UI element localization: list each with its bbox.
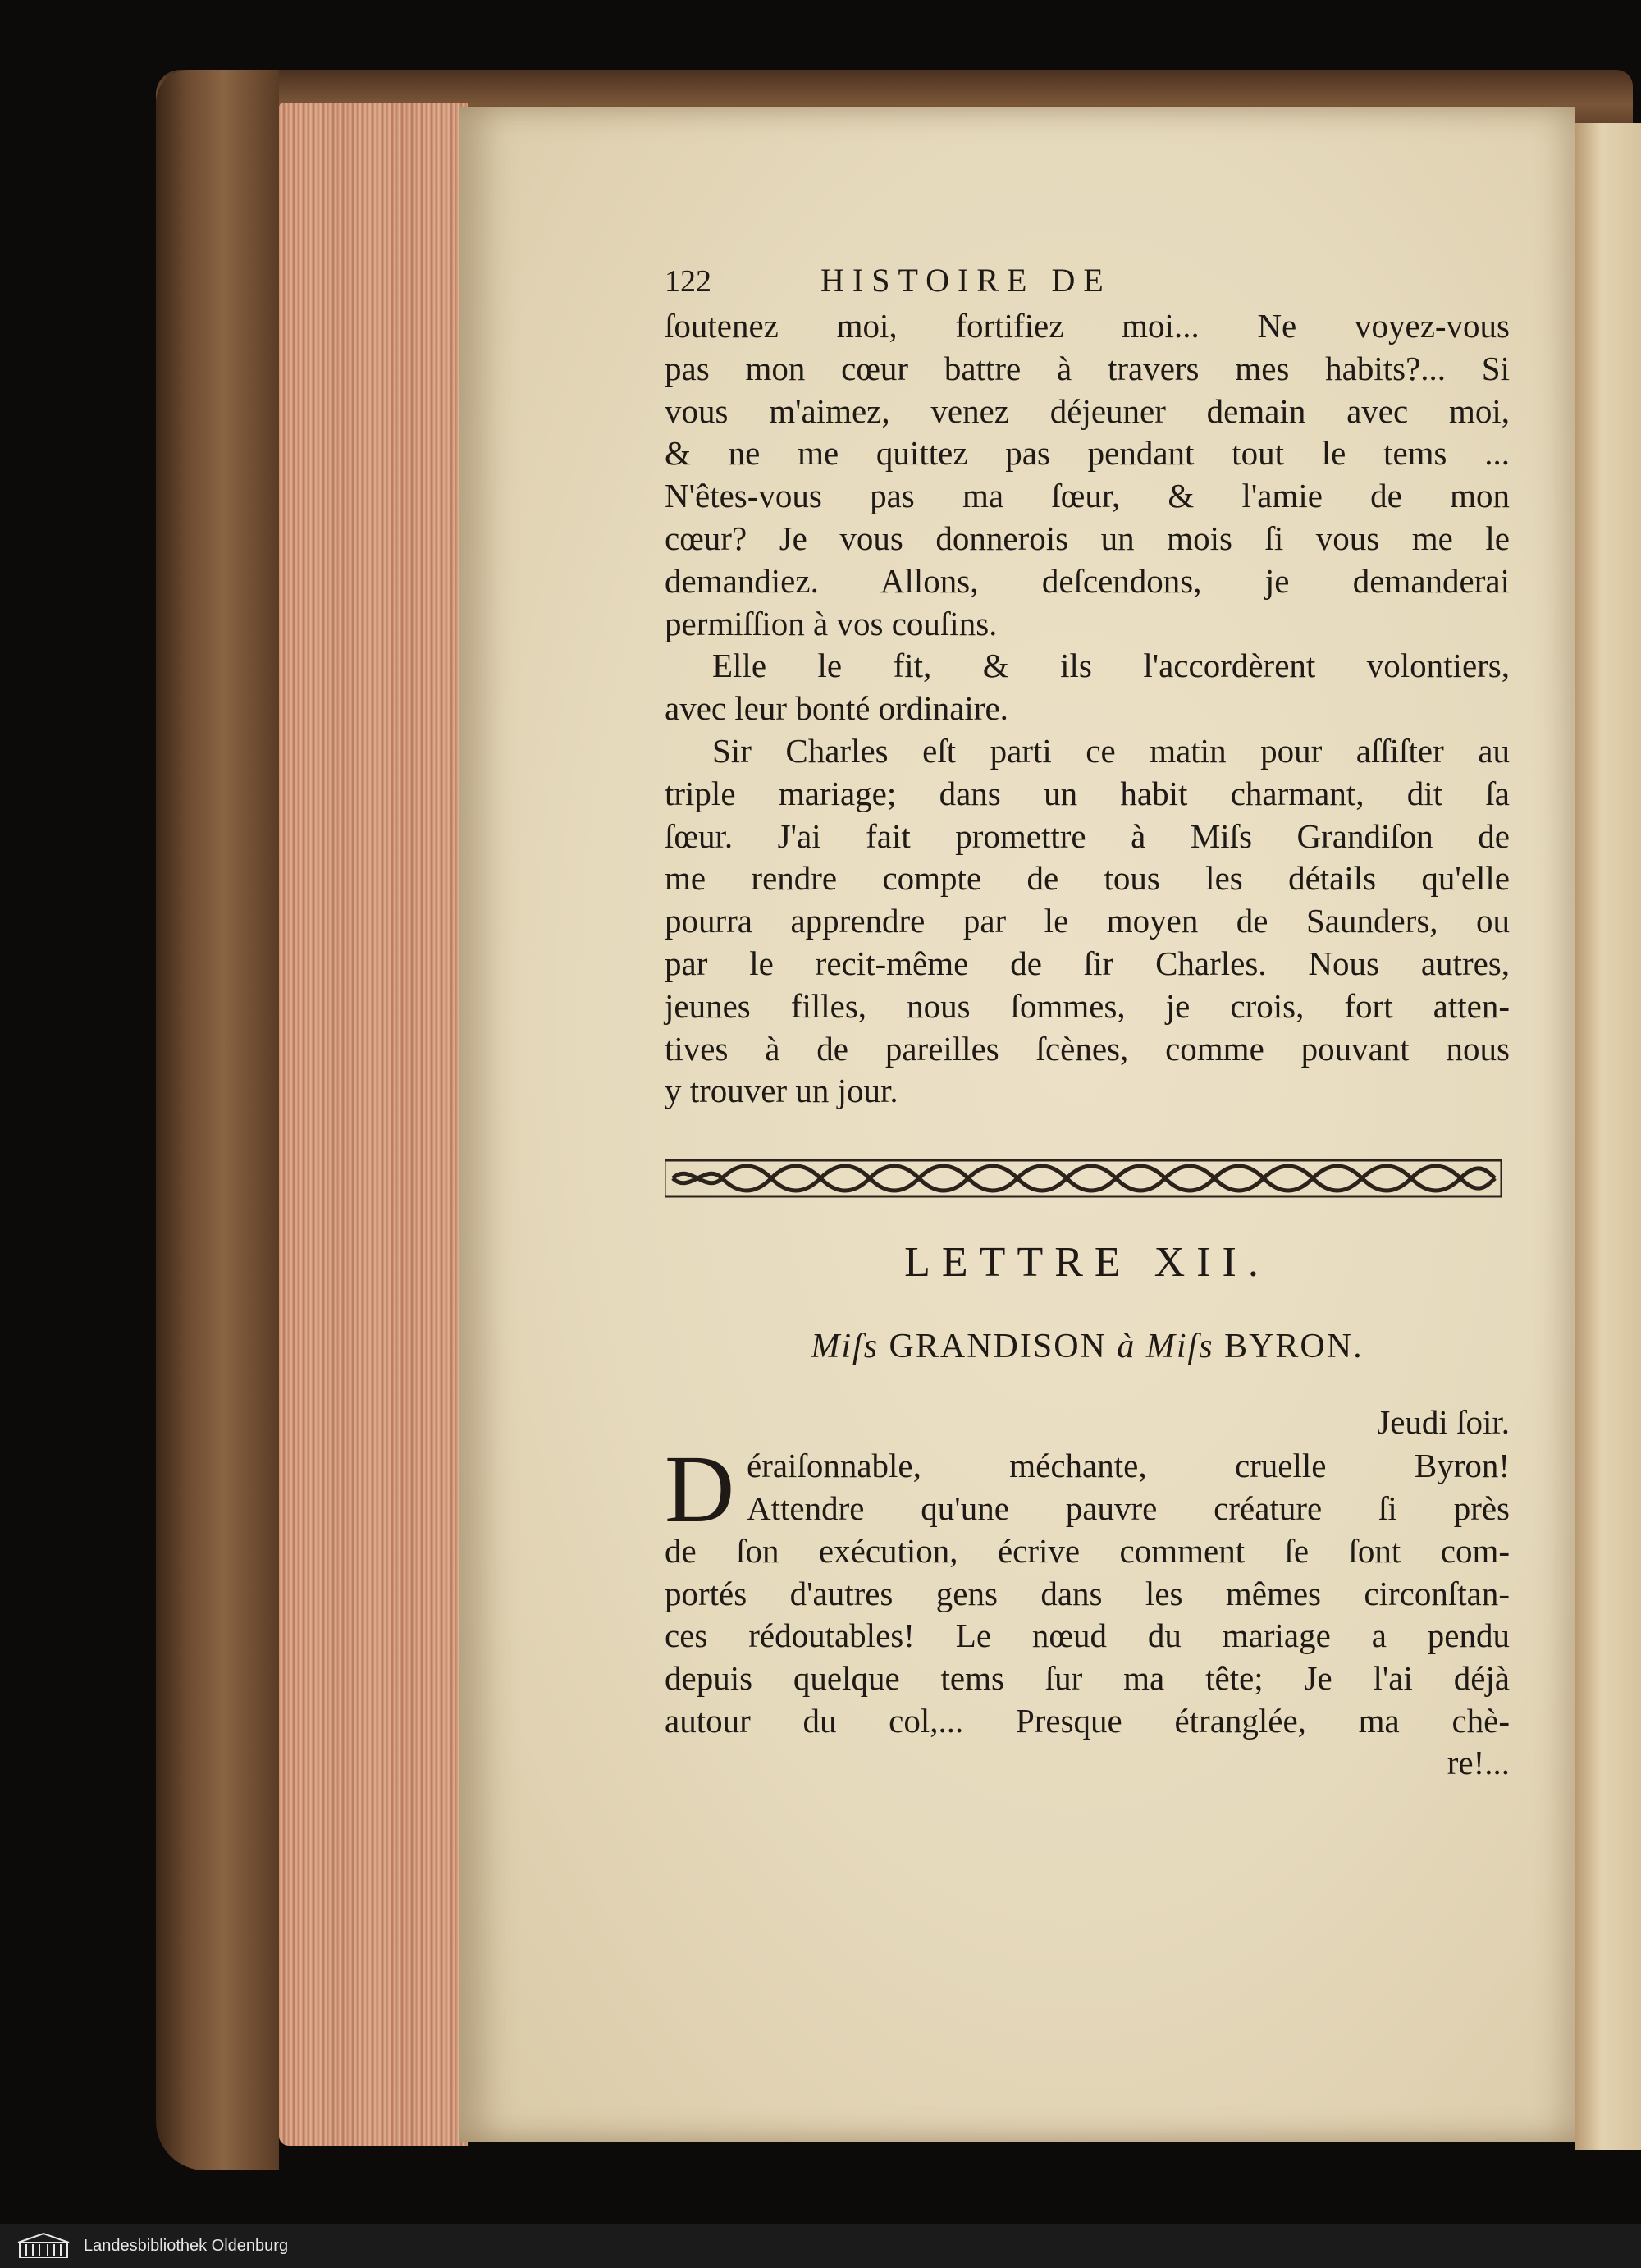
text-line: Elle le fit, & ils l'accordèrent volontiers,: [712, 647, 1510, 685]
from-title: Miſs: [811, 1328, 880, 1366]
letter-title: LETTRE XII.: [904, 1239, 1270, 1287]
ornamental-divider: [665, 1155, 1502, 1201]
text-line: portés d'autres gens dans les mêmes circonſtan-: [665, 1574, 1510, 1612]
text-line: y trouver un jour.: [665, 1072, 898, 1110]
text-line: N'êtes-vous pas ma ſœur, & l'amie de mon: [665, 477, 1510, 515]
text-line: jeunes filles, nous ſommes, je crois, fort atten-: [665, 986, 1510, 1025]
text-line: Sir Charles eſt parti ce matin pour aſſiſter au: [712, 731, 1510, 770]
text-line: triple mariage; dans un habit charmant, dit ſa: [665, 774, 1510, 812]
running-title: HISTOIRE DE: [820, 262, 1112, 299]
text-line: cœur? Je vous donnerois un mois ſi vous me le: [665, 519, 1510, 557]
page-edges: [279, 103, 468, 2146]
library-name: Landesbibliothek Oldenburg: [84, 2236, 289, 2255]
text-line: depuis quelque tems ſur ma tête; Je l'ai déjà: [665, 1659, 1510, 1698]
book-cover-spine: [156, 70, 279, 2170]
text-line: ſœur. J'ai fait promettre à Miſs Grandiſon de: [665, 816, 1510, 855]
text-line: permiſſion à vos couſins.: [665, 604, 998, 642]
running-head: [665, 261, 1510, 305]
paragraph-3: [665, 730, 1510, 1113]
text-line: tives à de pareilles ſcènes, comme pouvant nous: [665, 1029, 1510, 1068]
text-line: éraiſonnable, méchante, cruelle Byron!: [747, 1447, 1510, 1485]
text-line: ces rédoutables! Le nœud du mariage a pendu: [665, 1616, 1510, 1655]
text-line: autour du col,... Presque étranglée, ma chè-: [665, 1701, 1510, 1740]
to-word: à: [1117, 1328, 1136, 1366]
library-building-icon: [15, 2231, 72, 2261]
to-name: BYRON.: [1224, 1328, 1364, 1366]
text-line: pas mon cœur battre à travers mes habits?... Si: [665, 349, 1510, 387]
facing-page-edge: [1575, 123, 1641, 2150]
paragraph-2: [665, 645, 1510, 730]
text-line: avec leur bonté ordinaire.: [665, 689, 1008, 728]
text-line: demandiez. Allons, deſcendons, je demanderai: [665, 561, 1510, 600]
text-line: & ne me quittez pas pendant tout le tems ...: [665, 434, 1510, 473]
drop-cap: D: [665, 1435, 735, 1543]
to-title: Miſs: [1145, 1328, 1214, 1366]
page-text: [665, 261, 1510, 1786]
text-line: pourra apprendre par le moyen de Saunders, ou: [665, 902, 1510, 940]
text-line: par le recit-même de ſir Charles. Nous autres,: [665, 944, 1510, 982]
letter-date: Jeudi ſoir.: [1377, 1403, 1510, 1442]
text-line: vous m'aimez, venez déjeuner demain avec moi,: [665, 391, 1510, 430]
text-line: de ſon exécution, écrive comment ſe ſont com-: [665, 1531, 1510, 1570]
catchword: re!...: [1447, 1743, 1510, 1781]
from-name: GRANDISON: [889, 1328, 1107, 1366]
paragraph-1: [665, 305, 1510, 645]
letter-address: [665, 1327, 1510, 1376]
text-line: ſoutenez moi, fortifiez moi... Ne voyez-vous: [665, 307, 1510, 345]
text-line: me rendre compte de tous les détails qu'elle: [665, 859, 1510, 898]
letter-body: [665, 1435, 1510, 1786]
page-number: 122: [665, 264, 711, 299]
text-line: Attendre qu'une pauvre créature ſi près: [747, 1488, 1510, 1527]
footer-bar: [0, 2224, 1641, 2268]
